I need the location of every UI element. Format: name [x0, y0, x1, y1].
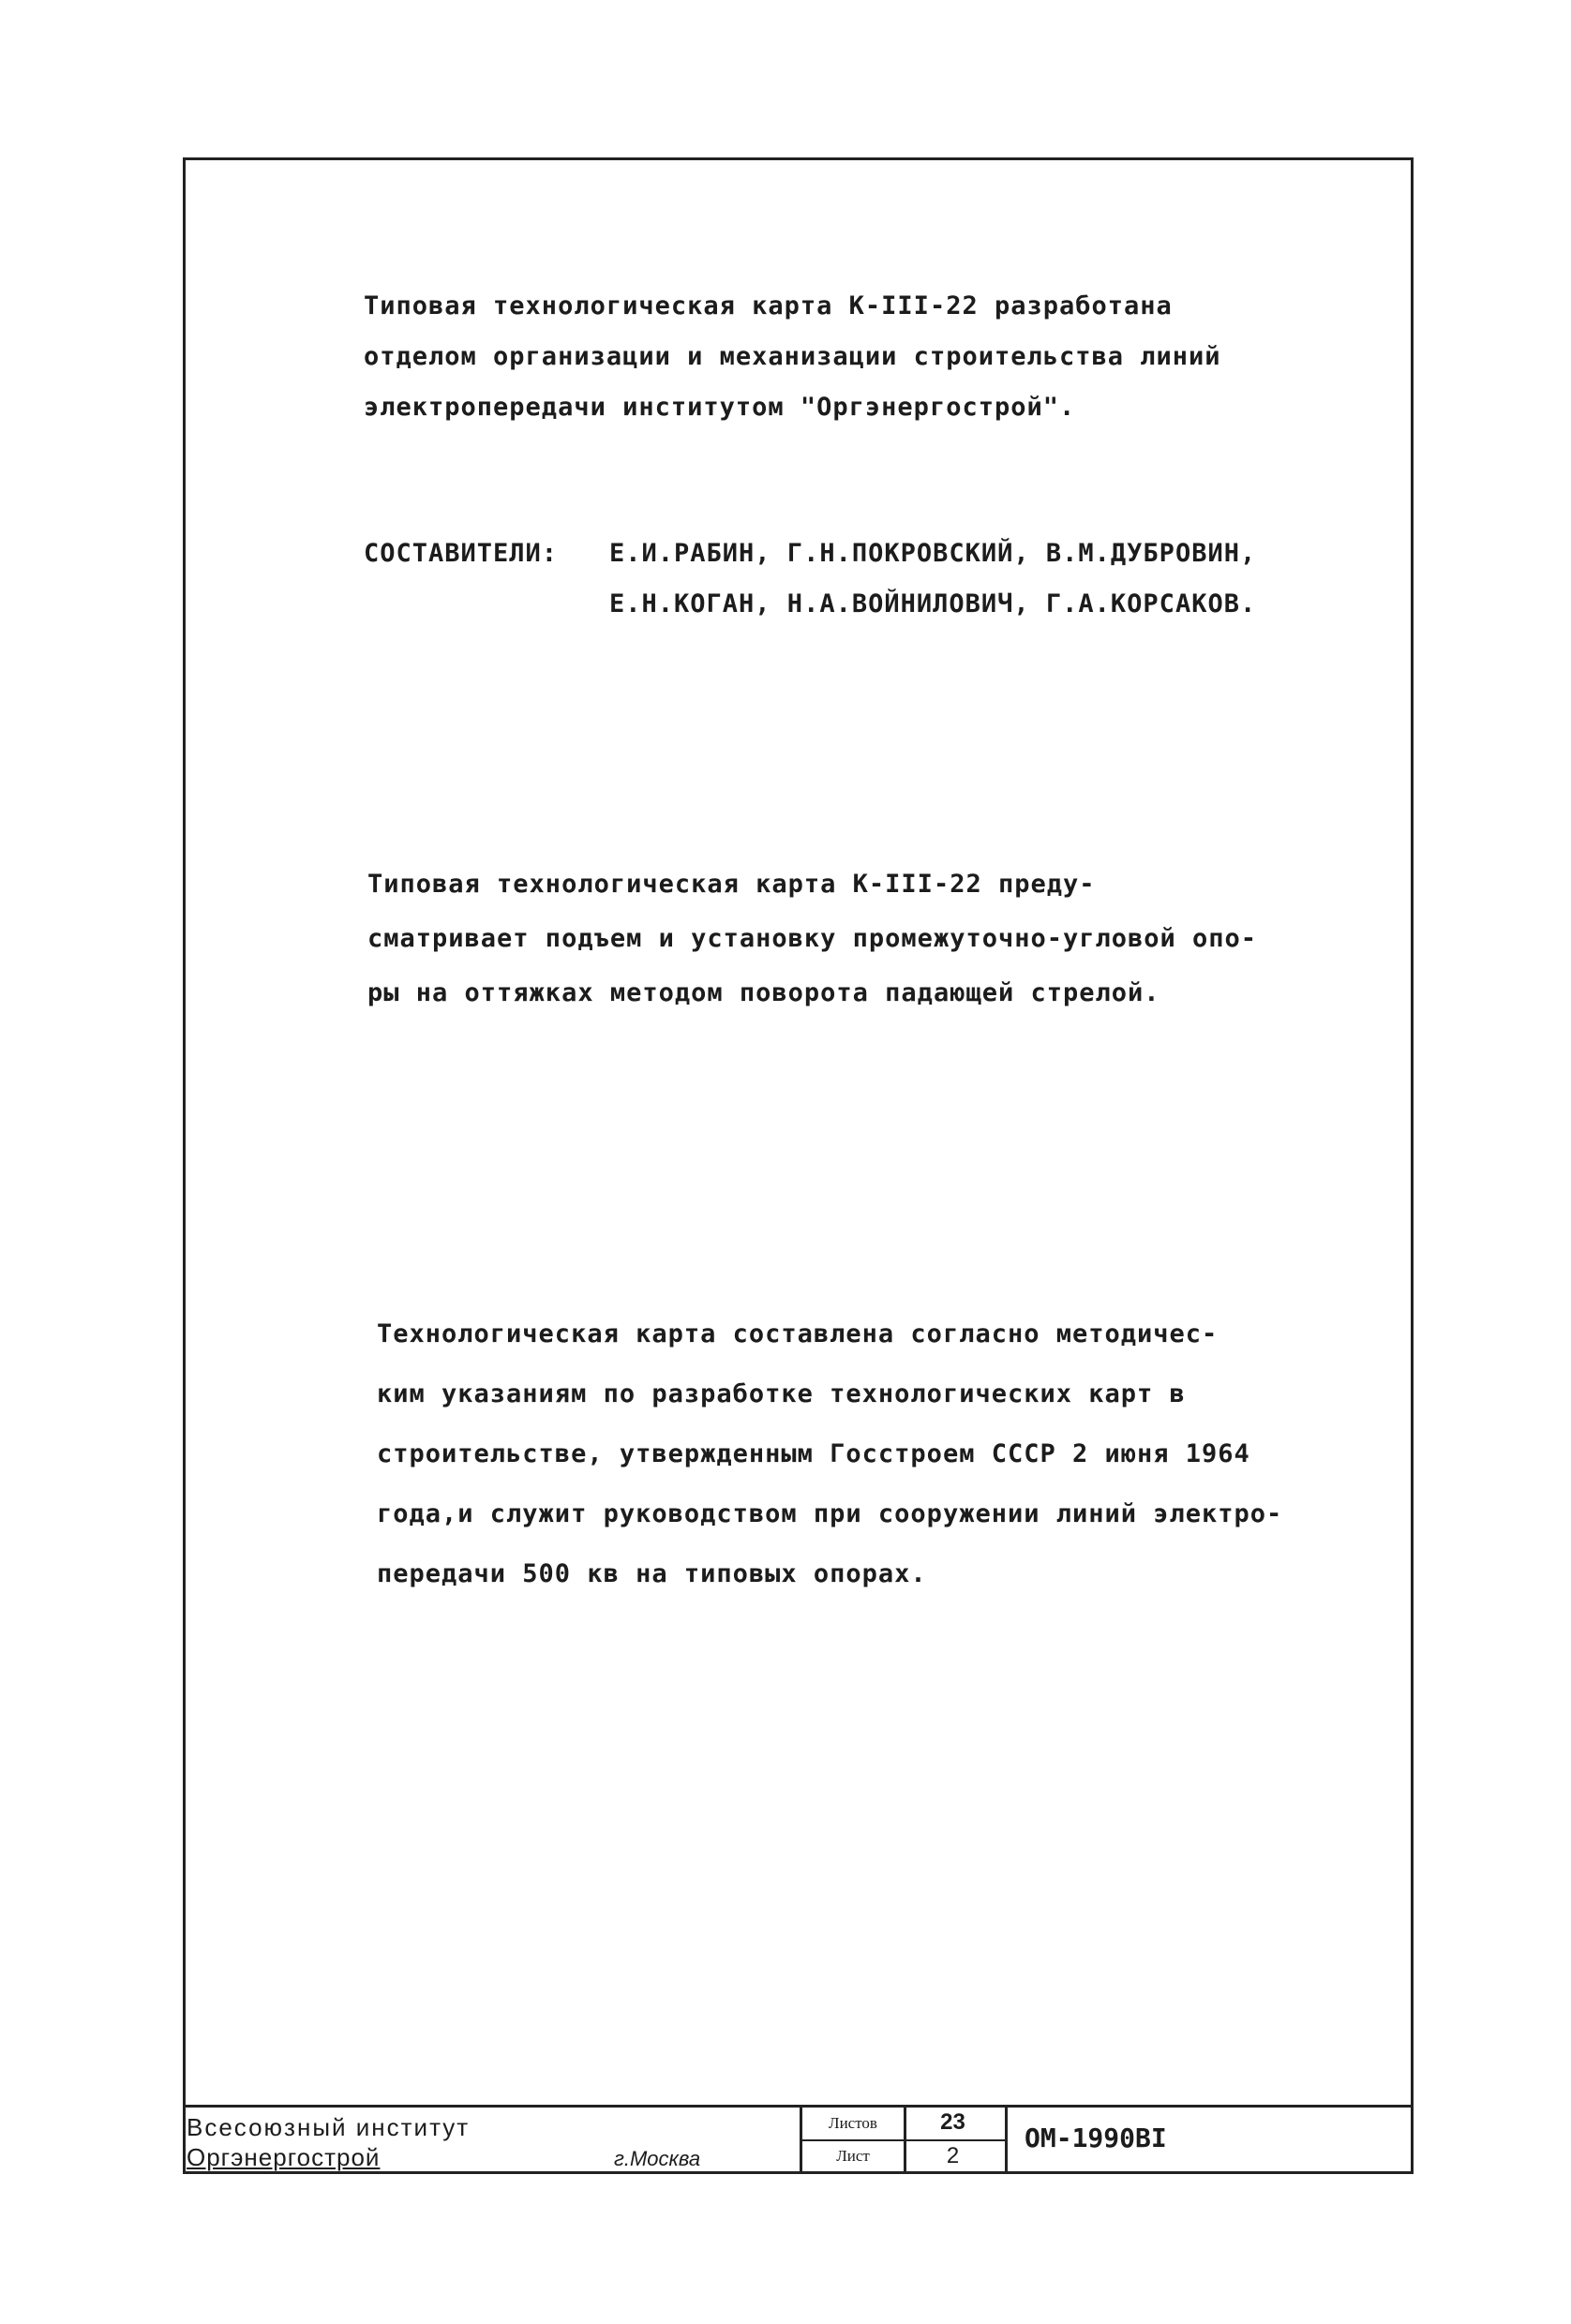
- authors-label-spacer: [364, 579, 609, 630]
- intro-paragraph: [364, 281, 1221, 433]
- basis-paragraph: [377, 1304, 1282, 1604]
- authors-names: Е.И.РАБИН, Г.Н.ПОКРОВСКИЙ, В.М.ДУБРОВИН,: [609, 539, 1257, 568]
- sheets-label: Листов: [829, 2114, 877, 2132]
- sheet-frame: [183, 157, 1414, 2174]
- purpose-line: Типовая технологическая карта К-III-22 преду-: [367, 870, 1096, 899]
- authors-row: [364, 579, 1256, 630]
- authors-row: [364, 529, 1256, 579]
- basis-line: года,и служит руководством при сооружении линий электро-: [377, 1499, 1283, 1528]
- org-city: г.Москва: [614, 2147, 701, 2170]
- purpose-line: ры на оттяжках методом поворота падающей стрелой.: [367, 978, 1160, 1007]
- org-name-short: Оргэнергострой: [187, 2143, 381, 2171]
- basis-line: строительстве, утвержденным Госстроем СССР 2 июня 1964: [377, 1439, 1250, 1468]
- sheet-count-grid: [800, 2108, 1008, 2174]
- sheets-value: 23: [940, 2109, 965, 2135]
- purpose-paragraph: [367, 857, 1257, 1020]
- org-name: Всесоюзный институт: [187, 2113, 471, 2141]
- authors-section: [364, 529, 1256, 630]
- sheet-label: Лист: [836, 2147, 870, 2165]
- intro-line: Типовая технологическая карта К-III-22 разработана: [364, 291, 1173, 320]
- title-block: [183, 2105, 1414, 2174]
- intro-line: электропередачи институтом "Оргэнергострой".: [364, 393, 1076, 422]
- intro-line: отделом организации и механизации строительства линий: [364, 342, 1221, 371]
- authors-names: Е.Н.КОГАН, Н.А.ВОЙНИЛОВИЧ, Г.А.КОРСАКОВ.: [609, 589, 1257, 618]
- basis-line: передачи 500 кв на типовых опорах.: [377, 1559, 927, 1588]
- sheet-value: 2: [946, 2143, 960, 2168]
- basis-line: ким указаниям по разработке технологических карт в: [377, 1379, 1186, 1408]
- purpose-line: сматривает подъем и установку промежуточно-угловой опо-: [367, 924, 1258, 953]
- basis-line: Технологическая карта составлена согласно методичес-: [377, 1319, 1219, 1348]
- document-code: ОМ-1990ВI: [1025, 2123, 1167, 2153]
- authors-label: СОСТАВИТЕЛИ:: [364, 539, 559, 568]
